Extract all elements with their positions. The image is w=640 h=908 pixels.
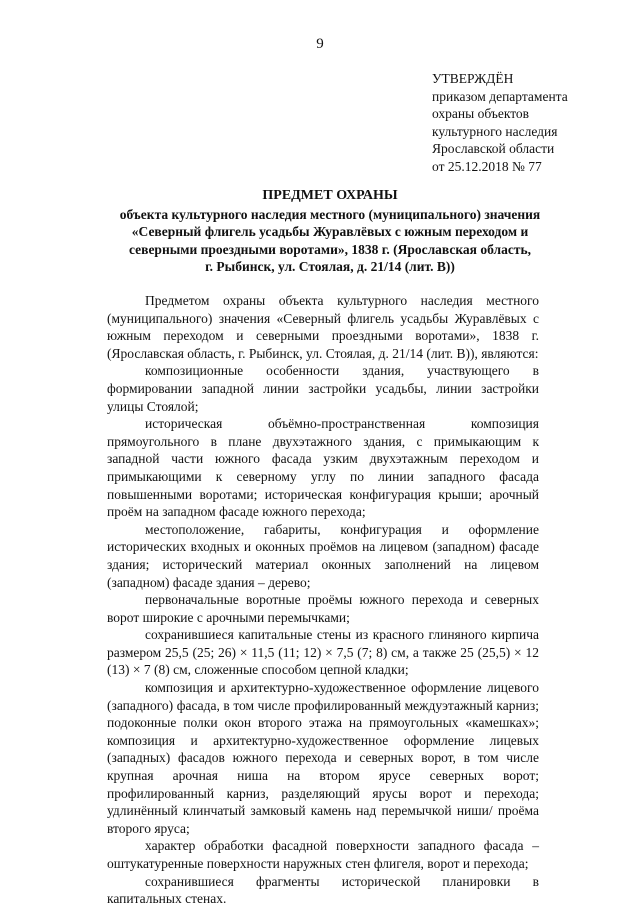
protection-item: сохранившиеся капитальные стены из красного глиняного кирпича размером 25,5 (25; 26) × 11,5 (11; 12) × 7,5 (7; 8) см, а также 25 (25,5) × 12 (13) × 7 (8) см, сложенные способом цепной кладки; [107, 627, 539, 678]
heading-subtitle-line: северными проездными воротами», 1838 г. (Ярославская область, [129, 241, 531, 257]
approval-title: УТВЕРЖДЁН [432, 71, 514, 86]
intro-paragraph: Предметом охраны объекта культурного наследия местного (муниципального) значения «Северный флигель усадьбы Журавлёвых с южным переходом и северными проездными воротами», 1838 г. (Ярославская область, г. Рыбинск, ул. Стоялая, д. 21/14 (лит. В)), являются: [107, 293, 539, 361]
approval-line: культурного наследия [432, 123, 558, 139]
protection-item: характер обработки фасадной поверхности западного фасада – оштукатуренные поверхности наружных стен флигеля, ворот и перехода; [107, 838, 539, 871]
heading-subtitle-line: г. Рыбинск, ул. Стоялая, д. 21/14 (лит. В)) [205, 259, 455, 274]
document-body [107, 292, 539, 908]
approval-line: приказом департамента [432, 88, 568, 104]
heading-title: ПРЕДМЕТ ОХРАНЫ [262, 188, 398, 203]
heading-subtitle-line: «Северный флигель усадьбы Журавлёвых с южным переходом и [131, 224, 529, 239]
approval-date-line: от 25.12.2018 № 77 [432, 158, 542, 174]
protection-item: первоначальные воротные проёмы южного перехода и северных ворот широкие с арочными перемычками; [107, 592, 539, 625]
heading-subtitle-line: объекта культурного наследия местного (муниципального) значения [119, 206, 541, 222]
protection-item: сохранившиеся фрагменты исторической планировки в капитальных стенах. [107, 873, 539, 907]
document-heading [100, 187, 560, 276]
approval-line: Ярославской области [432, 141, 555, 156]
approval-stamp [432, 70, 568, 175]
approval-line: охраны объектов [432, 106, 530, 121]
page-number: 9 [316, 36, 324, 52]
protection-item: местоположение, габариты, конфигурация и оформление исторических входных и оконных проёмов на лицевом (западном) фасаде здания; исторический материал оконных заполнений на лицевом (западном) фасаде здания – дерево; [107, 521, 539, 590]
protection-item: композиция и архитектурно-художественное оформление лицевого (западного) фасада, в том числе профилированный междуэтажный карниз; подоконные полки окон второго этажа на прямоугольных «камешках»; композиция и архитектурно-художественное оформление лицевых (западных) фасадов южного перехода и северных ворот, в том числе крупная арочная ниша на втором ярусе северных ворот; профилированный карниз, разделяющий ярусы ворот и перехода; удлинённый клинчатый замковый камень над перемычкой ниши/ проёма второго яруса; [107, 680, 539, 836]
protection-item: композиционные особенности здания, участвующего в формировании западной линии застройки усадьбы, линии застройки улицы Стоялой; [107, 363, 539, 414]
protection-item: историческая объёмно-пространственная композиция прямоугольного в плане двухэтажного здания, с примыкающим к западной части южного фасада узким двухэтажным переходом и примыкающими к северному углу по линии западного фасада повышенными воротами; историческая конфигурация крыши; арочный проём на западном фасаде южного перехода; [107, 416, 539, 520]
